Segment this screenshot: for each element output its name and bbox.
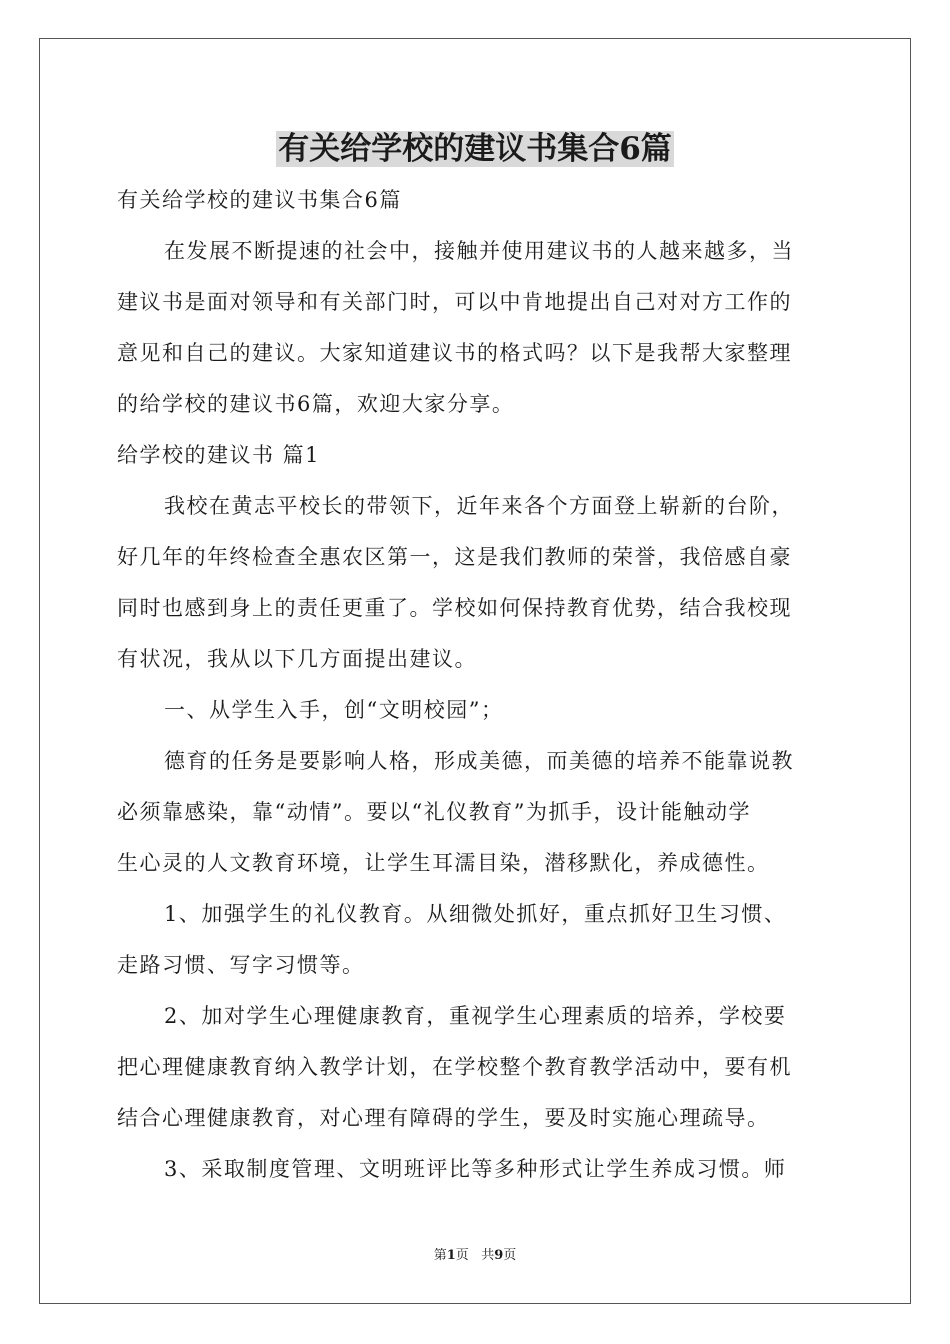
paragraph-line: 有状况，我从以下几方面提出建议。 [117, 647, 477, 671]
paragraph-line: 1、加强学生的礼仪教育。从细微处抓好，重点抓好卫生习惯、 [164, 902, 787, 926]
document-subtitle: 有关给学校的建议书集合6篇 [117, 188, 402, 212]
paragraph-line: 结合心理健康教育，对心理有障碍的学生，要及时实施心理疏导。 [117, 1106, 770, 1130]
paragraph-line: 必须靠感染，靠“动情”。要以“礼仪教育”为抓手，设计能触动学 [117, 800, 751, 824]
paragraph-line: 德育的任务是要影响人格，形成美德，而美德的培养不能靠说教 [164, 749, 794, 773]
page-suffix: 页 [455, 1248, 469, 1263]
document-body [117, 180, 835, 1200]
paragraph-line: 走路习惯、写字习惯等。 [117, 953, 365, 977]
paragraph-list [117, 231, 835, 1189]
paragraph-line: 的给学校的建议书6篇，欢迎大家分享。 [117, 392, 515, 416]
page-prefix: 第 [433, 1248, 447, 1263]
paragraph-line: 给学校的建议书 篇1 [117, 443, 321, 467]
document-title [0, 128, 950, 170]
paragraph-line: 建议书是面对领导和有关部门时，可以中肯地提出自己对对方工作的 [117, 290, 792, 314]
paragraph-line: 2、加对学生心理健康教育，重视学生心理素质的培养，学校要 [164, 1004, 787, 1028]
paragraph-line: 在发展不断提速的社会中，接触并使用建议书的人越来越多，当 [164, 239, 794, 263]
paragraph-line: 把心理健康教育纳入教学计划，在学校整个教育教学活动中，要有机 [117, 1055, 792, 1079]
paragraph-line: 我校在黄志平校长的带领下，近年来各个方面登上崭新的台阶， [164, 494, 794, 518]
total-prefix: 共 [481, 1248, 495, 1263]
page-total: 9 [494, 1248, 504, 1263]
paragraph-line: 意见和自己的建议。大家知道建议书的格式吗？以下是我帮大家整理 [117, 341, 792, 365]
page-footer [0, 1246, 950, 1266]
total-suffix: 页 [503, 1248, 517, 1263]
paragraph-line: 好几年的年终检查全惠农区第一，这是我们教师的荣誉，我倍感自豪 [117, 545, 792, 569]
paragraph-line: 同时也感到身上的责任更重了。学校如何保持教育优势，结合我校现 [117, 596, 792, 620]
document-title-text: 有关给学校的建议书集合6篇 [278, 131, 672, 167]
paragraph-line: 3、采取制度管理、文明班评比等多种形式让学生养成习惯。师 [164, 1157, 787, 1181]
page-current: 1 [446, 1248, 456, 1263]
paragraph-line: 生心灵的人文教育环境，让学生耳濡目染，潜移默化，养成德性。 [117, 851, 770, 875]
paragraph-line: 一、从学生入手，创“文明校园”； [164, 698, 504, 722]
